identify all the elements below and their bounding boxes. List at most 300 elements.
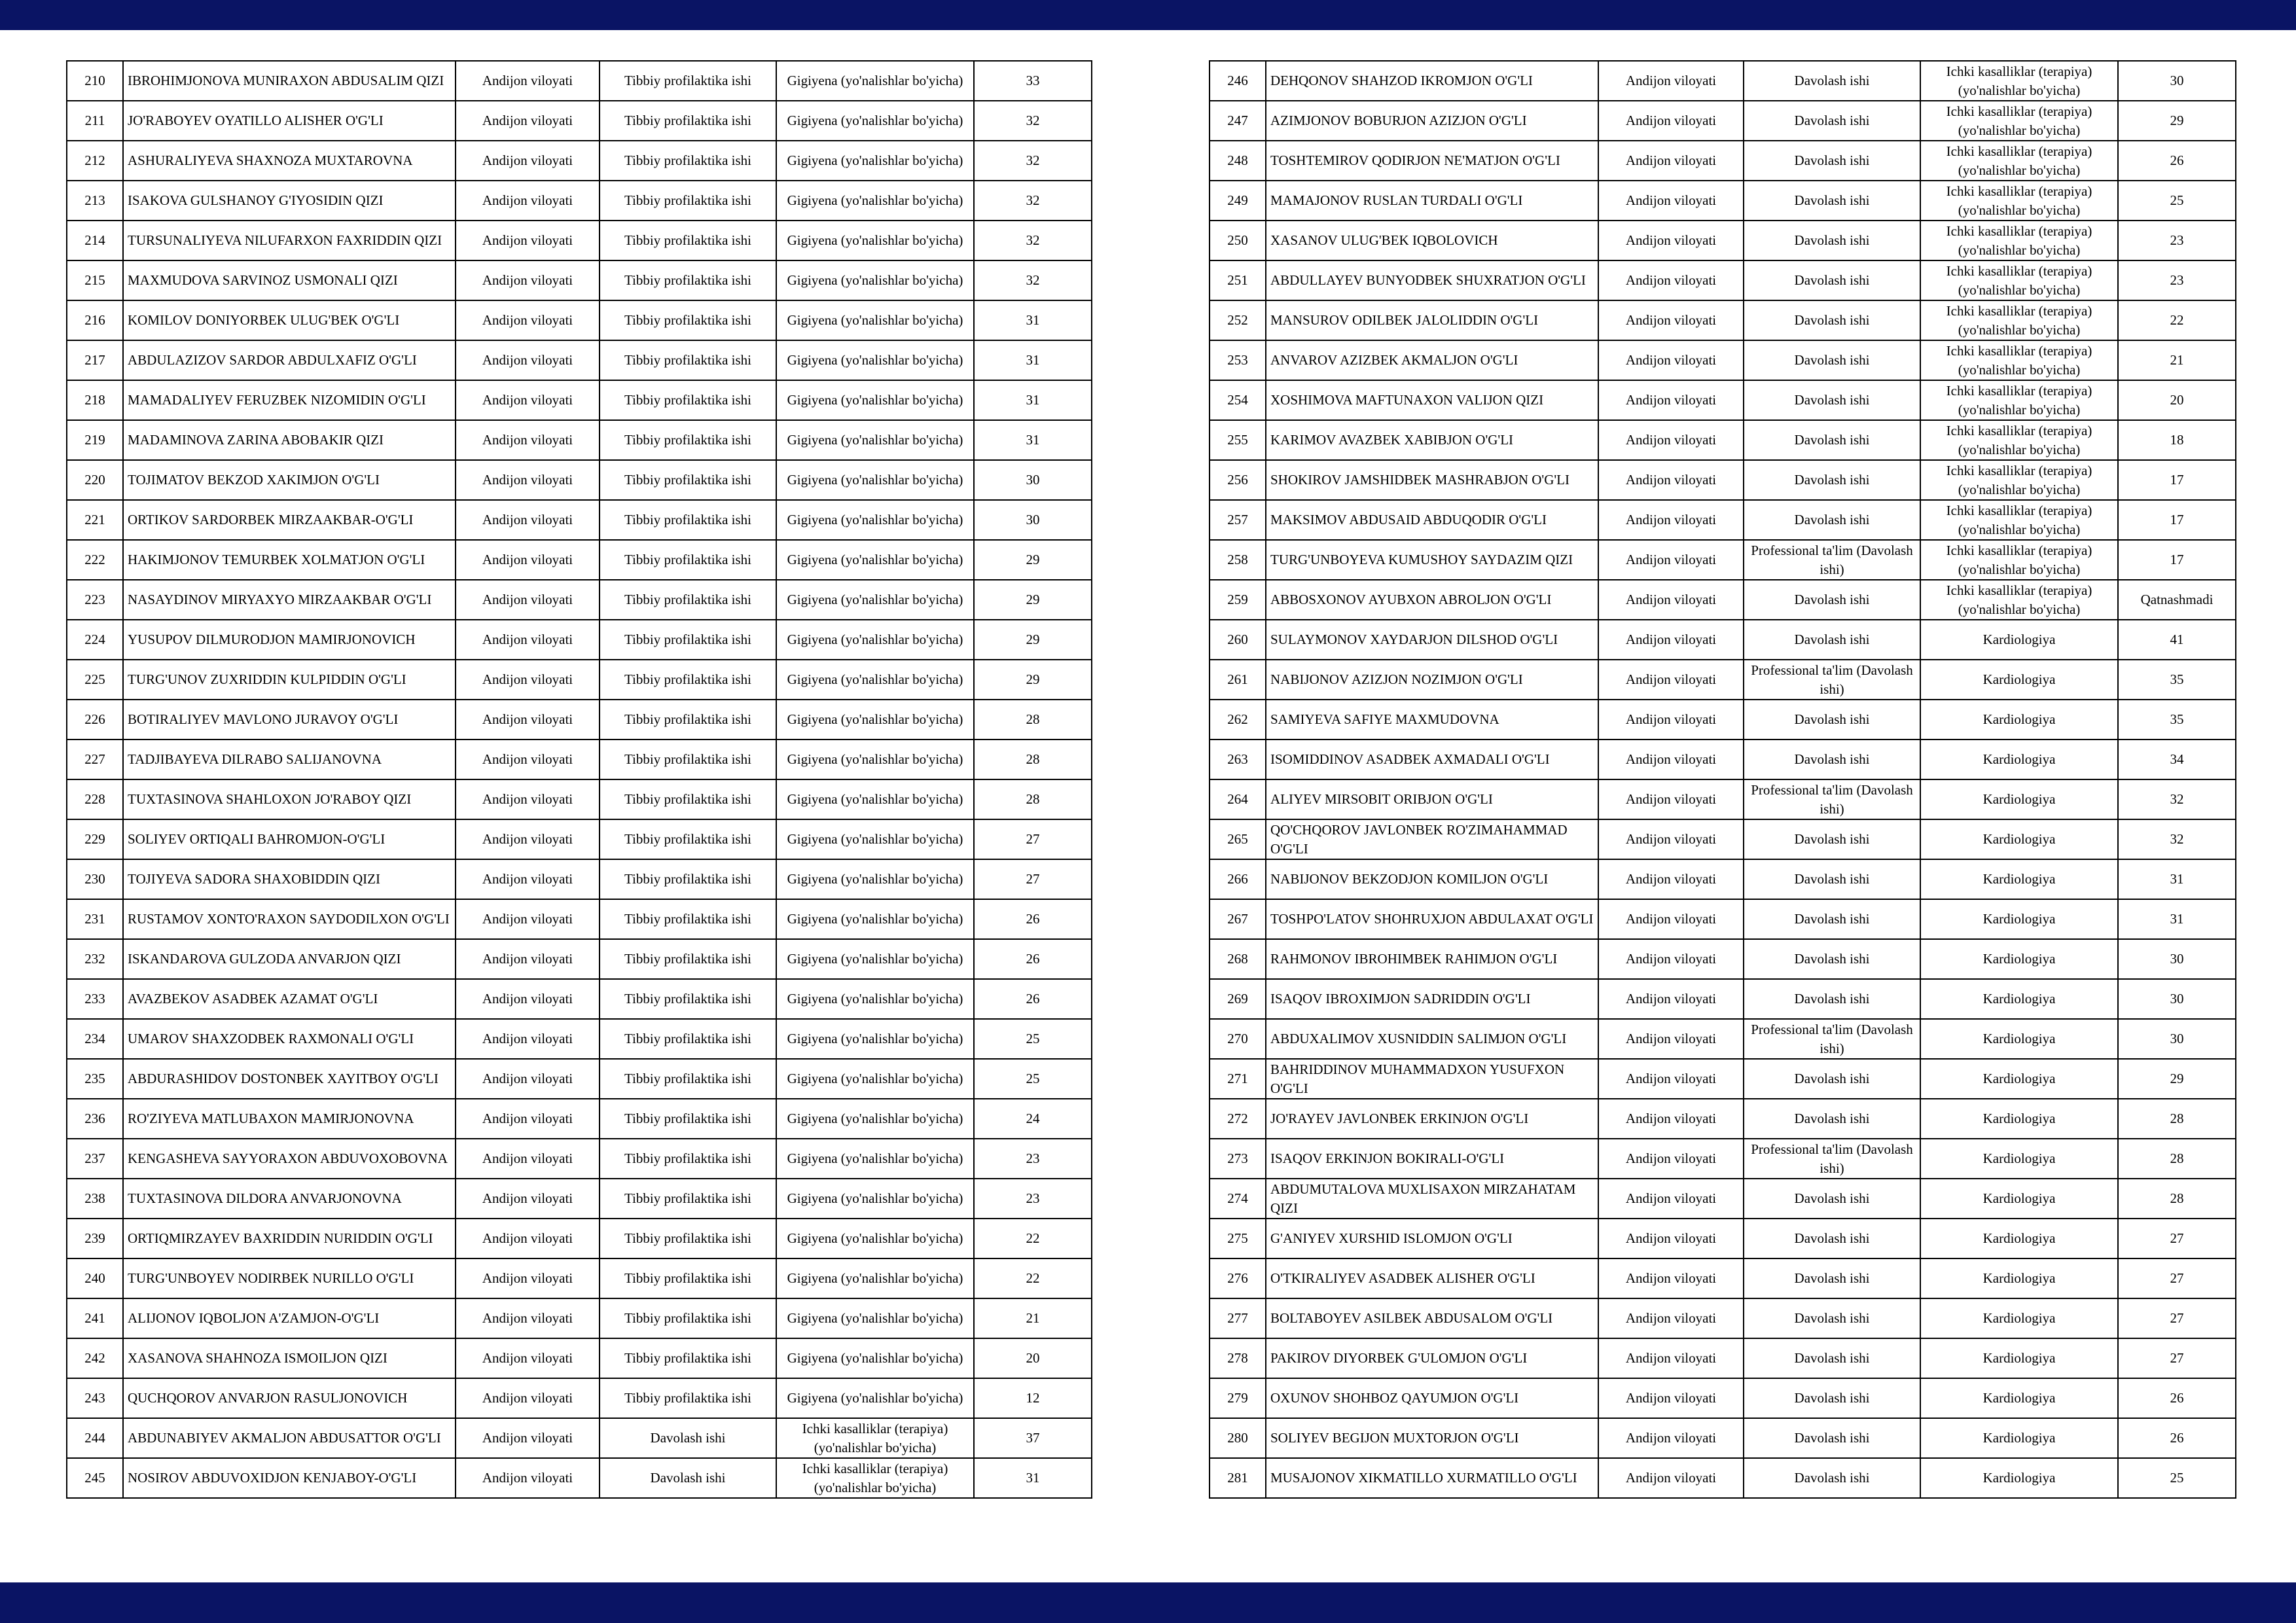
full-name-cell: XASANOV ULUG'BEK IQBOLOVICH (1266, 221, 1598, 260)
full-name-cell: O'TKIRALIYEV ASADBEK ALISHER O'G'LI (1266, 1258, 1598, 1298)
table-row (67, 1219, 1092, 1258)
bottom-banner (0, 1582, 2296, 1623)
region-cell: Andijon viloyati (456, 340, 600, 380)
specialty-cell: Gigiyena (yo'nalishlar bo'yicha) (776, 540, 974, 580)
region-cell: Andijon viloyati (456, 859, 600, 899)
full-name-cell: TADJIBAYEVA DILRABO SALIJANOVNA (123, 740, 456, 779)
region-cell: Andijon viloyati (1598, 101, 1744, 141)
table-row (67, 540, 1092, 580)
field-of-study-cell: Tibbiy profilaktika ishi (600, 101, 776, 141)
score-cell: 28 (974, 700, 1092, 740)
row-number-cell: 261 (1210, 660, 1266, 700)
full-name-cell: TURG'UNOV ZUXRIDDIN KULPIDDIN O'G'LI (123, 660, 456, 700)
specialty-cell: Kardiologiya (1920, 1418, 2118, 1458)
row-number-cell: 213 (67, 181, 123, 221)
row-number-cell: 272 (1210, 1099, 1266, 1139)
score-cell: 32 (2118, 819, 2236, 859)
row-number-cell: 280 (1210, 1418, 1266, 1458)
score-cell: 29 (2118, 101, 2236, 141)
region-cell: Andijon viloyati (456, 460, 600, 500)
row-number-cell: 269 (1210, 979, 1266, 1019)
specialty-cell: Kardiologiya (1920, 779, 2118, 819)
full-name-cell: ORTIKOV SARDORBEK MIRZAAKBAR-O'G'LI (123, 500, 456, 540)
region-cell: Andijon viloyati (1598, 859, 1744, 899)
score-cell: 18 (2118, 420, 2236, 460)
table-row (67, 181, 1092, 221)
region-cell: Andijon viloyati (1598, 181, 1744, 221)
full-name-cell: RAHMONOV IBROHIMBEK RAHIMJON O'G'LI (1266, 939, 1598, 979)
table-row (67, 260, 1092, 300)
table-row (1210, 1378, 2236, 1418)
score-cell: 34 (2118, 740, 2236, 779)
row-number-cell: 227 (67, 740, 123, 779)
field-of-study-cell: Tibbiy profilaktika ishi (600, 939, 776, 979)
field-of-study-cell: Tibbiy profilaktika ishi (600, 1059, 776, 1099)
score-cell: 30 (2118, 979, 2236, 1019)
score-cell: 30 (2118, 61, 2236, 101)
full-name-cell: TURG'UNBOYEV NODIRBEK NURILLO O'G'LI (123, 1258, 456, 1298)
full-name-cell: JO'RAYEV JAVLONBEK ERKINJON O'G'LI (1266, 1099, 1598, 1139)
row-number-cell: 233 (67, 979, 123, 1019)
table-row (1210, 460, 2236, 500)
row-number-cell: 270 (1210, 1019, 1266, 1059)
field-of-study-cell: Davolash ishi (1744, 1059, 1920, 1099)
field-of-study-cell: Tibbiy profilaktika ishi (600, 1338, 776, 1378)
score-cell: 26 (974, 899, 1092, 939)
table-row (1210, 939, 2236, 979)
table-row (67, 1338, 1092, 1378)
row-number-cell: 234 (67, 1019, 123, 1059)
field-of-study-cell: Davolash ishi (1744, 500, 1920, 540)
field-of-study-cell: Davolash ishi (1744, 939, 1920, 979)
region-cell: Andijon viloyati (1598, 1219, 1744, 1258)
specialty-cell: Gigiyena (yo'nalishlar bo'yicha) (776, 181, 974, 221)
region-cell: Andijon viloyati (1598, 500, 1744, 540)
full-name-cell: MANSUROV ODILBEK JALOLIDDIN O'G'LI (1266, 300, 1598, 340)
specialty-cell: Kardiologiya (1920, 1219, 2118, 1258)
score-cell: 27 (974, 859, 1092, 899)
region-cell: Andijon viloyati (456, 260, 600, 300)
score-cell: 32 (974, 181, 1092, 221)
specialty-cell: Kardiologiya (1920, 1019, 2118, 1059)
full-name-cell: ANVAROV AZIZBEK AKMALJON O'G'LI (1266, 340, 1598, 380)
row-number-cell: 271 (1210, 1059, 1266, 1099)
full-name-cell: MADAMINOVA ZARINA ABOBAKIR QIZI (123, 420, 456, 460)
region-cell: Andijon viloyati (1598, 580, 1744, 620)
full-name-cell: NASAYDINOV MIRYAXYO MIRZAAKBAR O'G'LI (123, 580, 456, 620)
row-number-cell: 262 (1210, 700, 1266, 740)
field-of-study-cell: Davolash ishi (1744, 181, 1920, 221)
table-row (1210, 101, 2236, 141)
specialty-cell: Gigiyena (yo'nalishlar bo'yicha) (776, 300, 974, 340)
region-cell: Andijon viloyati (1598, 660, 1744, 700)
region-cell: Andijon viloyati (1598, 460, 1744, 500)
score-cell: 21 (2118, 340, 2236, 380)
score-cell: 29 (2118, 1059, 2236, 1099)
score-cell: 26 (2118, 1378, 2236, 1418)
field-of-study-cell: Tibbiy profilaktika ishi (600, 899, 776, 939)
results-table-right (1209, 60, 2236, 1499)
region-cell: Andijon viloyati (1598, 540, 1744, 580)
row-number-cell: 231 (67, 899, 123, 939)
table-row (67, 899, 1092, 939)
field-of-study-cell: Davolash ishi (1744, 101, 1920, 141)
table-row (67, 101, 1092, 141)
full-name-cell: ISAKOVA GULSHANOY G'IYOSIDIN QIZI (123, 181, 456, 221)
region-cell: Andijon viloyati (1598, 1099, 1744, 1139)
table-row (1210, 181, 2236, 221)
specialty-cell: Kardiologiya (1920, 740, 2118, 779)
region-cell: Andijon viloyati (456, 1418, 600, 1458)
region-cell: Andijon viloyati (456, 1378, 600, 1418)
specialty-cell: Kardiologiya (1920, 1059, 2118, 1099)
specialty-cell: Gigiyena (yo'nalishlar bo'yicha) (776, 1059, 974, 1099)
field-of-study-cell: Tibbiy profilaktika ishi (600, 819, 776, 859)
full-name-cell: MAKSIMOV ABDUSAID ABDUQODIR O'G'LI (1266, 500, 1598, 540)
score-cell: 31 (2118, 899, 2236, 939)
specialty-cell: Gigiyena (yo'nalishlar bo'yicha) (776, 740, 974, 779)
field-of-study-cell: Davolash ishi (1744, 859, 1920, 899)
table-row (1210, 899, 2236, 939)
specialty-cell: Gigiyena (yo'nalishlar bo'yicha) (776, 500, 974, 540)
region-cell: Andijon viloyati (1598, 1458, 1744, 1498)
region-cell: Andijon viloyati (1598, 221, 1744, 260)
field-of-study-cell: Tibbiy profilaktika ishi (600, 1099, 776, 1139)
specialty-cell: Gigiyena (yo'nalishlar bo'yicha) (776, 1219, 974, 1258)
row-number-cell: 210 (67, 61, 123, 101)
score-cell: 30 (974, 460, 1092, 500)
row-number-cell: 220 (67, 460, 123, 500)
full-name-cell: ABDULAZIZOV SARDOR ABDULXAFIZ O'G'LI (123, 340, 456, 380)
row-number-cell: 250 (1210, 221, 1266, 260)
field-of-study-cell: Tibbiy profilaktika ishi (600, 700, 776, 740)
table-row (1210, 340, 2236, 380)
field-of-study-cell: Tibbiy profilaktika ishi (600, 500, 776, 540)
full-name-cell: G'ANIYEV XURSHID ISLOMJON O'G'LI (1266, 1219, 1598, 1258)
score-cell: 24 (974, 1099, 1092, 1139)
specialty-cell: Gigiyena (yo'nalishlar bo'yicha) (776, 899, 974, 939)
full-name-cell: ABDUXALIMOV XUSNIDDIN SALIMJON O'G'LI (1266, 1019, 1598, 1059)
specialty-cell: Ichki kasalliklar (terapiya) (yo'nalishlar bo'yicha) (1920, 340, 2118, 380)
region-cell: Andijon viloyati (1598, 939, 1744, 979)
full-name-cell: BOTIRALIYEV MAVLONO JURAVOY O'G'LI (123, 700, 456, 740)
table-row (1210, 260, 2236, 300)
field-of-study-cell: Davolash ishi (1744, 1418, 1920, 1458)
specialty-cell: Gigiyena (yo'nalishlar bo'yicha) (776, 1019, 974, 1059)
row-number-cell: 274 (1210, 1179, 1266, 1219)
field-of-study-cell: Davolash ishi (1744, 1458, 1920, 1498)
field-of-study-cell: Davolash ishi (1744, 141, 1920, 181)
table-row (67, 979, 1092, 1019)
region-cell: Andijon viloyati (456, 620, 600, 660)
specialty-cell: Ichki kasalliklar (terapiya) (yo'nalishlar bo'yicha) (1920, 141, 2118, 181)
specialty-cell: Gigiyena (yo'nalishlar bo'yicha) (776, 420, 974, 460)
full-name-cell: ALIYEV MIRSOBIT ORIBJON O'G'LI (1266, 779, 1598, 819)
specialty-cell: Gigiyena (yo'nalishlar bo'yicha) (776, 580, 974, 620)
score-cell: 27 (2118, 1298, 2236, 1338)
field-of-study-cell: Davolash ishi (1744, 740, 1920, 779)
table-row (1210, 540, 2236, 580)
field-of-study-cell: Professional ta'lim (Davolash ishi) (1744, 779, 1920, 819)
specialty-cell: Gigiyena (yo'nalishlar bo'yicha) (776, 1298, 974, 1338)
score-cell: 25 (2118, 1458, 2236, 1498)
row-number-cell: 229 (67, 819, 123, 859)
field-of-study-cell: Davolash ishi (1744, 300, 1920, 340)
specialty-cell: Kardiologiya (1920, 939, 2118, 979)
full-name-cell: TOJIMATOV BEKZOD XAKIMJON O'G'LI (123, 460, 456, 500)
table-row (67, 1059, 1092, 1099)
field-of-study-cell: Tibbiy profilaktika ishi (600, 660, 776, 700)
region-cell: Andijon viloyati (456, 141, 600, 181)
row-number-cell: 222 (67, 540, 123, 580)
field-of-study-cell: Tibbiy profilaktika ishi (600, 979, 776, 1019)
field-of-study-cell: Davolash ishi (1744, 221, 1920, 260)
score-cell: 31 (974, 380, 1092, 420)
row-number-cell: 240 (67, 1258, 123, 1298)
specialty-cell: Ichki kasalliklar (terapiya) (yo'nalishlar bo'yicha) (776, 1418, 974, 1458)
table-row (67, 141, 1092, 181)
row-number-cell: 247 (1210, 101, 1266, 141)
score-cell: 27 (2118, 1338, 2236, 1378)
table-row (1210, 221, 2236, 260)
full-name-cell: AZIMJONOV BOBURJON AZIZJON O'G'LI (1266, 101, 1598, 141)
full-name-cell: ISOMIDDINOV ASADBEK AXMADALI O'G'LI (1266, 740, 1598, 779)
specialty-cell: Ichki kasalliklar (terapiya) (yo'nalishlar bo'yicha) (1920, 300, 2118, 340)
specialty-cell: Kardiologiya (1920, 819, 2118, 859)
specialty-cell: Kardiologiya (1920, 1338, 2118, 1378)
region-cell: Andijon viloyati (456, 740, 600, 779)
table-row (1210, 1298, 2236, 1338)
full-name-cell: XOSHIMOVA MAFTUNAXON VALIJON QIZI (1266, 380, 1598, 420)
score-cell: 12 (974, 1378, 1092, 1418)
score-cell: 23 (974, 1139, 1092, 1179)
table-row (67, 1258, 1092, 1298)
row-number-cell: 277 (1210, 1298, 1266, 1338)
specialty-cell: Kardiologiya (1920, 1139, 2118, 1179)
specialty-cell: Gigiyena (yo'nalishlar bo'yicha) (776, 1338, 974, 1378)
full-name-cell: DEHQONOV SHAHZOD IKROMJON O'G'LI (1266, 61, 1598, 101)
region-cell: Andijon viloyati (1598, 899, 1744, 939)
specialty-cell: Ichki kasalliklar (terapiya) (yo'nalishlar bo'yicha) (1920, 260, 2118, 300)
score-cell: 29 (974, 620, 1092, 660)
region-cell: Andijon viloyati (456, 660, 600, 700)
row-number-cell: 252 (1210, 300, 1266, 340)
specialty-cell: Kardiologiya (1920, 1458, 2118, 1498)
full-name-cell: SAMIYEVA SAFIYE MAXMUDOVNA (1266, 700, 1598, 740)
row-number-cell: 267 (1210, 899, 1266, 939)
table-row (1210, 420, 2236, 460)
region-cell: Andijon viloyati (1598, 1139, 1744, 1179)
table-row (67, 1458, 1092, 1498)
row-number-cell: 215 (67, 260, 123, 300)
region-cell: Andijon viloyati (456, 420, 600, 460)
full-name-cell: TUXTASINOVA SHAHLOXON JO'RABOY QIZI (123, 779, 456, 819)
row-number-cell: 243 (67, 1378, 123, 1418)
region-cell: Andijon viloyati (1598, 779, 1744, 819)
field-of-study-cell: Tibbiy profilaktika ishi (600, 1179, 776, 1219)
specialty-cell: Ichki kasalliklar (terapiya) (yo'nalishlar bo'yicha) (1920, 420, 2118, 460)
region-cell: Andijon viloyati (1598, 300, 1744, 340)
score-cell: 17 (2118, 540, 2236, 580)
score-cell: 22 (974, 1219, 1092, 1258)
table-row (67, 1298, 1092, 1338)
table-row (67, 1418, 1092, 1458)
region-cell: Andijon viloyati (1598, 1338, 1744, 1378)
row-number-cell: 218 (67, 380, 123, 420)
field-of-study-cell: Davolash ishi (1744, 620, 1920, 660)
field-of-study-cell: Davolash ishi (600, 1418, 776, 1458)
row-number-cell: 246 (1210, 61, 1266, 101)
table-row (67, 1099, 1092, 1139)
score-cell: 26 (974, 979, 1092, 1019)
field-of-study-cell: Davolash ishi (1744, 979, 1920, 1019)
table-row (1210, 1059, 2236, 1099)
full-name-cell: SOLIYEV ORTIQALI BAHROMJON-O'G'LI (123, 819, 456, 859)
score-cell: 31 (974, 300, 1092, 340)
table-row (67, 700, 1092, 740)
score-cell: 23 (2118, 260, 2236, 300)
full-name-cell: ISKANDAROVA GULZODA ANVARJON QIZI (123, 939, 456, 979)
field-of-study-cell: Tibbiy profilaktika ishi (600, 779, 776, 819)
table-row (1210, 1338, 2236, 1378)
specialty-cell: Gigiyena (yo'nalishlar bo'yicha) (776, 260, 974, 300)
score-cell: 17 (2118, 500, 2236, 540)
row-number-cell: 273 (1210, 1139, 1266, 1179)
score-cell: 31 (2118, 859, 2236, 899)
row-number-cell: 266 (1210, 859, 1266, 899)
full-name-cell: OXUNOV SHOHBOZ QAYUMJON O'G'LI (1266, 1378, 1598, 1418)
field-of-study-cell: Tibbiy profilaktika ishi (600, 740, 776, 779)
score-cell: 33 (974, 61, 1092, 101)
field-of-study-cell: Professional ta'lim (Davolash ishi) (1744, 540, 1920, 580)
region-cell: Andijon viloyati (1598, 340, 1744, 380)
region-cell: Andijon viloyati (456, 979, 600, 1019)
specialty-cell: Gigiyena (yo'nalishlar bo'yicha) (776, 620, 974, 660)
row-number-cell: 256 (1210, 460, 1266, 500)
full-name-cell: ABDUMUTALOVA MUXLISAXON MIRZAHATAM QIZI (1266, 1179, 1598, 1219)
table-row (67, 779, 1092, 819)
score-cell: 25 (974, 1019, 1092, 1059)
row-number-cell: 257 (1210, 500, 1266, 540)
table-row (1210, 380, 2236, 420)
specialty-cell: Kardiologiya (1920, 979, 2118, 1019)
field-of-study-cell: Davolash ishi (1744, 1298, 1920, 1338)
table-row (67, 580, 1092, 620)
score-cell: 20 (974, 1338, 1092, 1378)
row-number-cell: 276 (1210, 1258, 1266, 1298)
score-cell: Qatnashmadi (2118, 580, 2236, 620)
specialty-cell: Ichki kasalliklar (terapiya) (yo'nalishlar bo'yicha) (1920, 460, 2118, 500)
full-name-cell: TOSHPO'LATOV SHOHRUXJON ABDULAXAT O'G'LI (1266, 899, 1598, 939)
specialty-cell: Kardiologiya (1920, 899, 2118, 939)
table-row (1210, 1139, 2236, 1179)
specialty-cell: Ichki kasalliklar (terapiya) (yo'nalishlar bo'yicha) (1920, 221, 2118, 260)
region-cell: Andijon viloyati (456, 1219, 600, 1258)
full-name-cell: BAHRIDDINOV MUHAMMADXON YUSUFXON O'G'LI (1266, 1059, 1598, 1099)
full-name-cell: NOSIROV ABDUVOXIDJON KENJABOY-O'G'LI (123, 1458, 456, 1498)
table-row (67, 819, 1092, 859)
full-name-cell: AVAZBEKOV ASADBEK AZAMAT O'G'LI (123, 979, 456, 1019)
field-of-study-cell: Davolash ishi (1744, 1338, 1920, 1378)
row-number-cell: 236 (67, 1099, 123, 1139)
row-number-cell: 275 (1210, 1219, 1266, 1258)
row-number-cell: 219 (67, 420, 123, 460)
row-number-cell: 278 (1210, 1338, 1266, 1378)
field-of-study-cell: Tibbiy profilaktika ishi (600, 540, 776, 580)
specialty-cell: Kardiologiya (1920, 1258, 2118, 1298)
specialty-cell: Kardiologiya (1920, 1378, 2118, 1418)
full-name-cell: SULAYMONOV XAYDARJON DILSHOD O'G'LI (1266, 620, 1598, 660)
table-row (67, 340, 1092, 380)
region-cell: Andijon viloyati (456, 700, 600, 740)
full-name-cell: MUSAJONOV XIKMATILLO XURMATILLO O'G'LI (1266, 1458, 1598, 1498)
table-row (1210, 1179, 2236, 1219)
region-cell: Andijon viloyati (1598, 700, 1744, 740)
row-number-cell: 258 (1210, 540, 1266, 580)
region-cell: Andijon viloyati (1598, 420, 1744, 460)
table-row (67, 300, 1092, 340)
table-row (67, 1378, 1092, 1418)
specialty-cell: Kardiologiya (1920, 700, 2118, 740)
score-cell: 27 (974, 819, 1092, 859)
table-row (67, 460, 1092, 500)
table-row (1210, 1019, 2236, 1059)
field-of-study-cell: Tibbiy profilaktika ishi (600, 380, 776, 420)
full-name-cell: ABDUNABIYEV AKMALJON ABDUSATTOR O'G'LI (123, 1418, 456, 1458)
table-row (67, 740, 1092, 779)
field-of-study-cell: Tibbiy profilaktika ishi (600, 1219, 776, 1258)
region-cell: Andijon viloyati (1598, 260, 1744, 300)
field-of-study-cell: Davolash ishi (1744, 1099, 1920, 1139)
row-number-cell: 239 (67, 1219, 123, 1258)
full-name-cell: HAKIMJONOV TEMURBEK XOLMATJON O'G'LI (123, 540, 456, 580)
specialty-cell: Gigiyena (yo'nalishlar bo'yicha) (776, 939, 974, 979)
full-name-cell: ABDURASHIDOV DOSTONBEK XAYITBOY O'G'LI (123, 1059, 456, 1099)
table-row (67, 221, 1092, 260)
row-number-cell: 212 (67, 141, 123, 181)
score-cell: 28 (974, 779, 1092, 819)
score-cell: 17 (2118, 460, 2236, 500)
table-row (67, 939, 1092, 979)
table-row (67, 1139, 1092, 1179)
score-cell: 30 (974, 500, 1092, 540)
field-of-study-cell: Professional ta'lim (Davolash ishi) (1744, 1019, 1920, 1059)
region-cell: Andijon viloyati (456, 1139, 600, 1179)
specialty-cell: Ichki kasalliklar (terapiya) (yo'nalishlar bo'yicha) (1920, 61, 2118, 101)
row-number-cell: 259 (1210, 580, 1266, 620)
region-cell: Andijon viloyati (456, 779, 600, 819)
field-of-study-cell: Davolash ishi (1744, 819, 1920, 859)
score-cell: 25 (974, 1059, 1092, 1099)
score-cell: 28 (2118, 1139, 2236, 1179)
region-cell: Andijon viloyati (456, 221, 600, 260)
full-name-cell: KENGASHEVA SAYYORAXON ABDUVOXOBOVNA (123, 1139, 456, 1179)
score-cell: 32 (2118, 779, 2236, 819)
row-number-cell: 225 (67, 660, 123, 700)
score-cell: 26 (2118, 141, 2236, 181)
full-name-cell: ISAQOV IBROXIMJON SADRIDDIN O'G'LI (1266, 979, 1598, 1019)
region-cell: Andijon viloyati (1598, 141, 1744, 181)
row-number-cell: 244 (67, 1418, 123, 1458)
field-of-study-cell: Tibbiy profilaktika ishi (600, 340, 776, 380)
table-row (1210, 1258, 2236, 1298)
table-row (1210, 141, 2236, 181)
table-row (67, 420, 1092, 460)
region-cell: Andijon viloyati (1598, 1059, 1744, 1099)
row-number-cell: 226 (67, 700, 123, 740)
region-cell: Andijon viloyati (1598, 1378, 1744, 1418)
score-cell: 31 (974, 340, 1092, 380)
